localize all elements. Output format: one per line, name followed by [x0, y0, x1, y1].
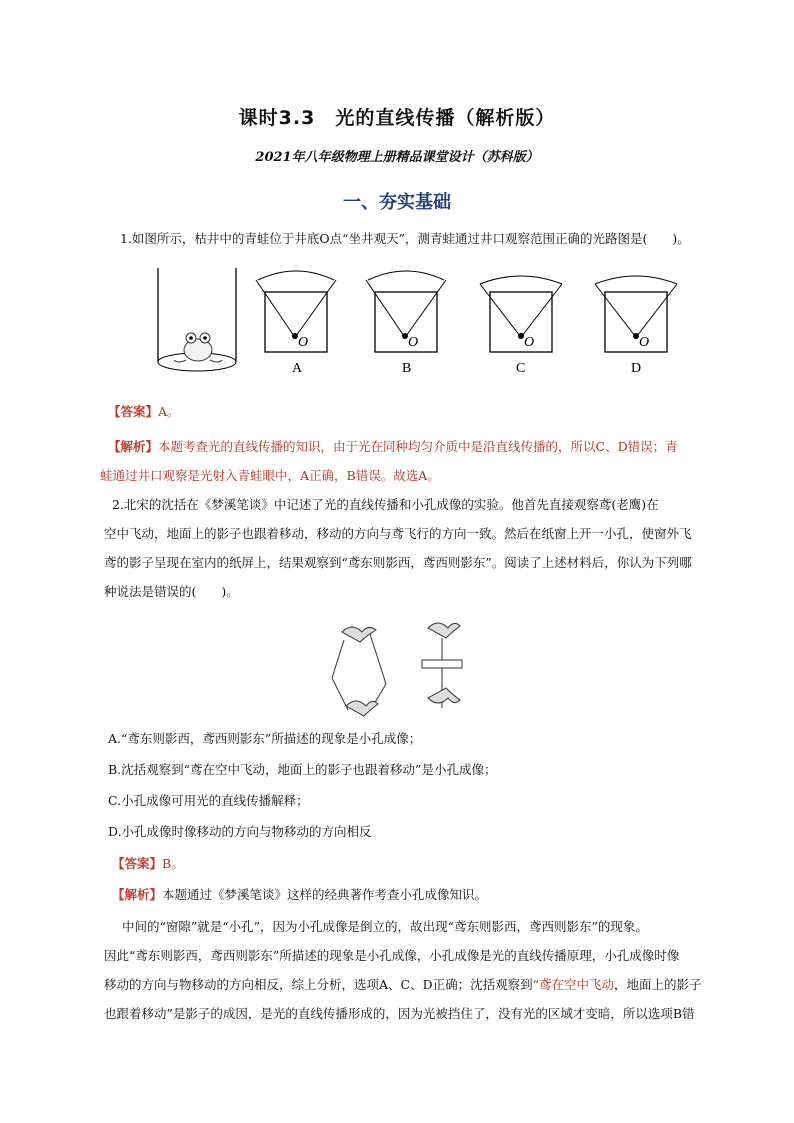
q2-analysis-intro: 【解析】本题通过《梦溪笔谈》这样的经典著作考查小孔成像知识。	[112, 887, 488, 902]
answer-tag: 【答案】	[108, 404, 159, 419]
pinhole-screen	[422, 660, 462, 668]
analysis-tag: 【解析】	[108, 439, 159, 454]
option-label-b: B	[402, 361, 412, 376]
page-title: 课时3.3 光的直线传播（解析版）	[238, 107, 556, 129]
point-label-b: O	[408, 335, 419, 350]
point-label-a: O	[298, 335, 309, 350]
q2-analysis-body: 中间的“窗隙”就是“小孔”，因为小孔成像是倒立的，故出现“鸢东则影西，鸢西则影东”的现象。 因此“鸢东则影西，鸢西则影东”所描述的现象是小孔成像，小孔成像是光的直线传播原理，小孔成像时像 移动的方向与物移动的方向相反，综上分析，选项A、C、D正确；沈括观察到“鸢在空中飞动，地面上的影子 也跟着移动”是影子的成因，是光的直线传播形成的，因为光被挡住了，没有光的区域才变暗，所以选项B错	[104, 919, 702, 1021]
q2-option-d: D.小孔成像时像移动的方向与物移动的方向相反	[108, 824, 372, 839]
option-label-c: C	[516, 361, 526, 376]
bird-icon	[342, 627, 376, 642]
q2-option-a: A.“鸢东则影西，鸢西则影东”所描述的现象是小孔成像；	[108, 731, 422, 746]
q2-answer: 【答案】B。	[112, 856, 184, 871]
option-d-diagram	[595, 276, 677, 352]
q1-figure	[150, 262, 710, 382]
q1-stem: 1.如图所示，枯井中的青蛙位于井底O点“坐井观天”，测青蛙通过井口观察范围正确的光路图是( )。	[120, 231, 690, 246]
bird-shadow-icon	[346, 701, 378, 716]
point-label-d: O	[639, 335, 650, 350]
option-a-diagram	[256, 271, 336, 352]
bird-icon-2	[428, 623, 460, 638]
option-label-a: A	[292, 361, 303, 376]
page-subtitle: 2021年八年级物理上册精品课堂设计（苏科版）	[255, 150, 539, 165]
q1-analysis: 【解析】本题考查光的直线传播的知识，由于光在同种均匀介质中是沿直线传播的，所以C、D错误；青 蛙通过井口观察是光射入青蛙眼中，A正确，B错误。故选A。	[100, 439, 678, 483]
section-heading: 一、夯实基础	[343, 192, 451, 213]
q2-figure	[330, 618, 480, 718]
well-with-frog	[158, 268, 236, 371]
q2-option-b: B.沈括观察到“鸢在空中飞动，地面上的影子也跟着移动”是小孔成像；	[108, 762, 497, 777]
option-label-d: D	[631, 361, 642, 376]
q2-stem: 2.北宋的沈括在《梦溪笔谈》中记述了光的直线传播和小孔成像的实验。他首先直接观察鸢(老鹰)在 空中飞动，地面上的影子也跟着移动，移动的方向与鸢飞行的方向一致。然后在纸窗上开一小孔，使窗外飞 鸢的影子呈现在室内的纸屏上，结果观察到“鸢东则影西，鸢西则影东”。阅读了上述材料后，你认为下列哪 种说法是错误的( )。	[104, 497, 692, 599]
inverted-bird-icon	[428, 688, 460, 703]
frog-icon	[174, 333, 222, 362]
q2-option-c: C.小孔成像可用光的直线传播解释；	[108, 793, 309, 808]
point-label-c: O	[524, 335, 535, 350]
option-b-diagram	[366, 271, 446, 352]
option-c-diagram	[480, 276, 562, 352]
q1-answer: 【答案】A。	[108, 404, 180, 419]
